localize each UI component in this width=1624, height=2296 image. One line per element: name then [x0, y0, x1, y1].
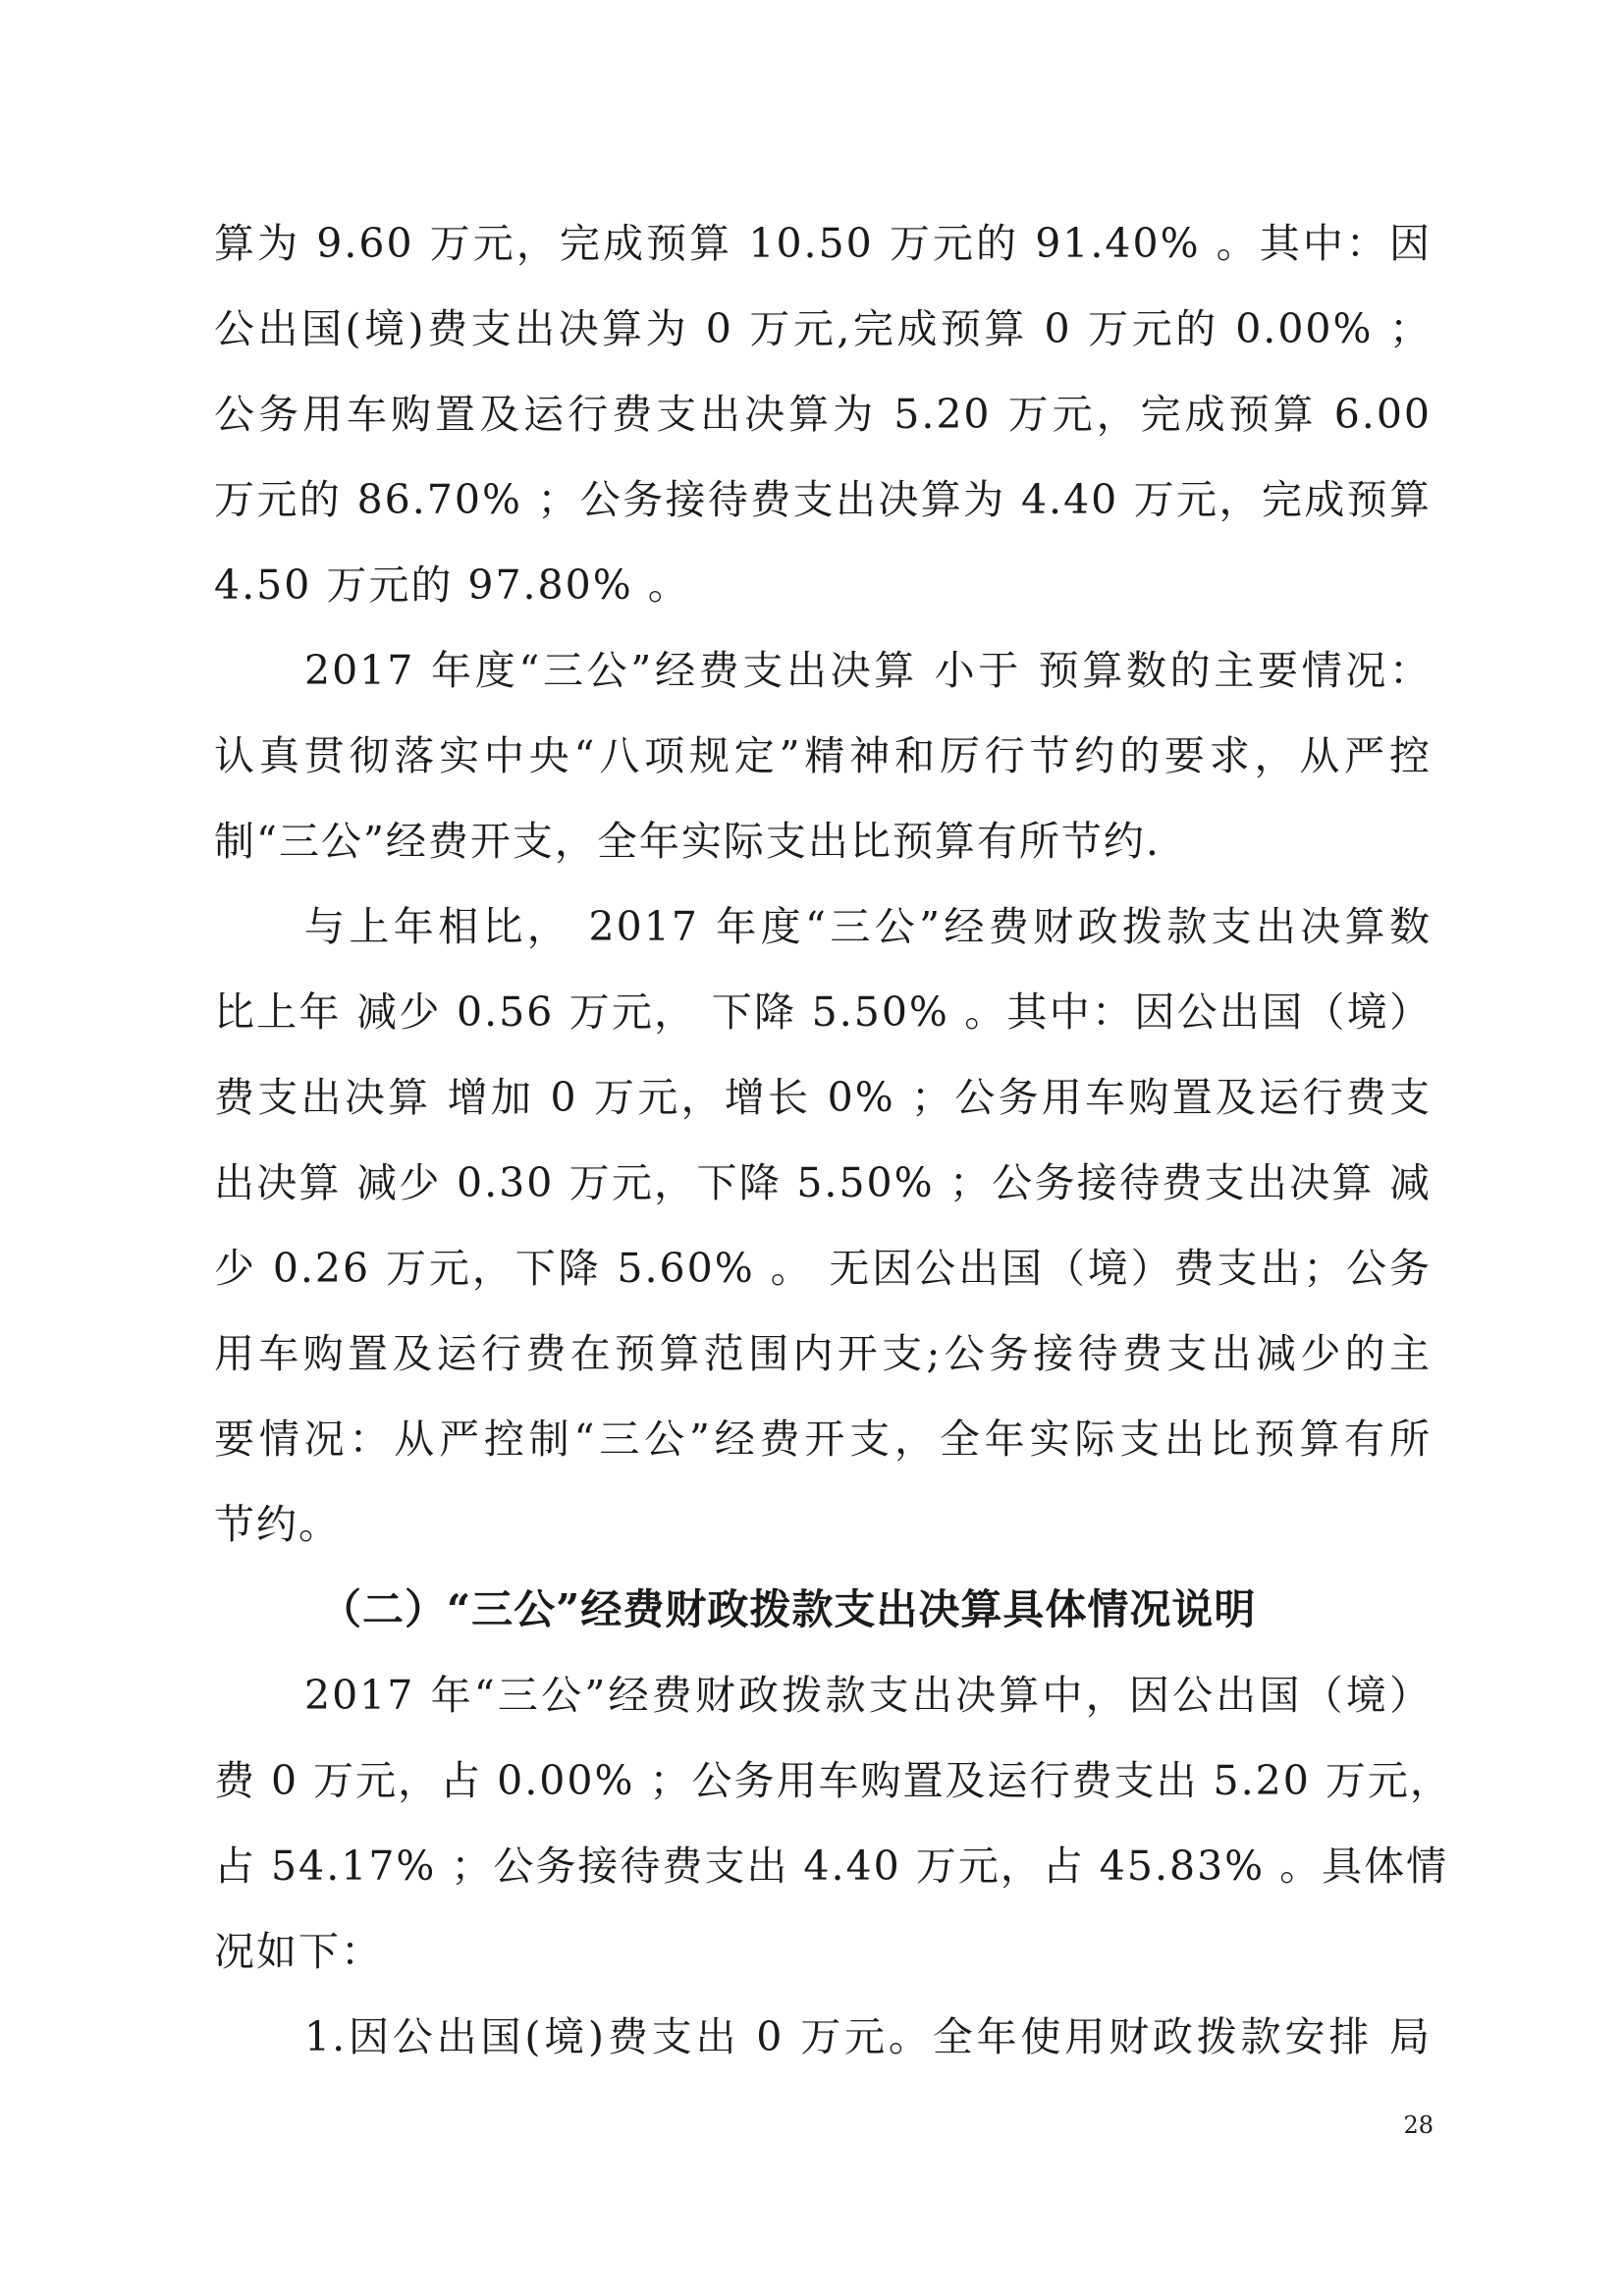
text-line: 4.50 万元的 97.80% 。	[214, 561, 690, 609]
paragraph-first-line: 1.因公出国(境)费支出 0 万元。全年使用财政拨款安排 局	[304, 2013, 1432, 2060]
paragraph-first-line: 2017 年度“三公”经费支出决算 小于 预算数的主要情况：	[304, 647, 1432, 694]
text-line: 制“三公”经费开支，全年实际支出比预算有所节约.	[214, 818, 1161, 865]
text-line: 比上年 减少 0.56 万元， 下降 5.50% 。其中：因公出国（境）	[214, 988, 1432, 1036]
text-line: 占 54.17% ；公务接待费支出 4.40 万元，占 45.83% 。具体情	[214, 1842, 1449, 1890]
text-line: 出决算 减少 0.30 万元，下降 5.50% ；公务接待费支出决算 减	[214, 1159, 1432, 1206]
text-line: 算为 9.60 万元，完成预算 10.50 万元的 91.40% 。其中：因	[214, 220, 1432, 267]
text-line: 费支出决算 增加 0 万元，增长 0% ；公务用车购置及运行费支	[214, 1074, 1432, 1121]
paragraph-first-line: 2017 年“三公”经费财政拨款支出决算中，因公出国（境）	[304, 1672, 1432, 1719]
text-line: 公务用车购置及运行费支出决算为 5.20 万元，完成预算 6.00	[214, 391, 1432, 438]
text-line: 万元的 86.70% ；公务接待费支出决算为 4.40 万元，完成预算	[214, 476, 1432, 523]
text-line: 况如下：	[214, 1928, 383, 1975]
section-heading: （二）“三公”经费财政拨款支出决算具体情况说明	[320, 1585, 1257, 1633]
text-line: 要情况：从严控制“三公”经费开支，全年实际支出比预算有所	[214, 1415, 1432, 1463]
text-line: 用车购置及运行费在预算范围内开支;公务接待费支出减少的主	[214, 1330, 1432, 1377]
text-line: 节约。	[214, 1501, 341, 1548]
text-line: 公出国(境)费支出决算为 0 万元,完成预算 0 万元的 0.00% ；	[214, 305, 1432, 352]
paragraph-first-line: 与上年相比， 2017 年度“三公”经费财政拨款支出决算数	[304, 903, 1432, 950]
page-number: 28	[1403, 2111, 1434, 2139]
text-line: 少 0.26 万元，下降 5.60% 。 无因公出国（境）费支出；公务	[214, 1245, 1432, 1292]
text-line: 费 0 万元，占 0.00% ；公务用车购置及运行费支出 5.20 万元，	[214, 1757, 1452, 1804]
text-line: 认真贯彻落实中央“八项规定”精神和厉行节约的要求，从严控	[214, 732, 1432, 779]
